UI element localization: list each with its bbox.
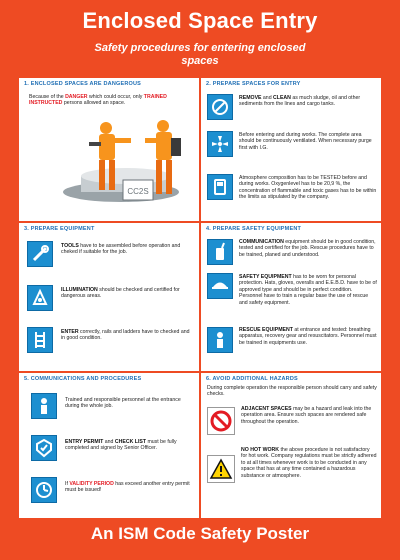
gas-test-icon [207, 174, 233, 200]
panel-heading: 4. PREPARE SAFETY EQUIPMENT [206, 226, 302, 232]
panel-text [61, 243, 193, 256]
panel-heading: 3. PREPARE EQUIPMENT [24, 226, 95, 232]
text-part: equipment should be in good condition, tested and certified for the job. Rescue procedures have to be trained, planed and understood. [239, 239, 376, 258]
radio-icon [207, 239, 233, 265]
validity-period-word: VALIDITY PERIOD [69, 481, 114, 487]
workers-illustration [61, 114, 191, 218]
text-part: has to be worn for personal protection. Hats, gloves, overalls and E.E.B.D. have to be of approved type and should be in perfect condition. Personnel have to train a regular base the use of rescue and safety equipment. [239, 274, 377, 306]
text-part: Because of the [29, 94, 66, 100]
no-entry-icon [207, 407, 235, 435]
panel-heading: 1. ENCLOSED SPACES ARE DANGEROUS [24, 81, 142, 87]
panel-enclosed-spaces-dangerous [19, 78, 199, 221]
protective-gear-icon [207, 273, 233, 299]
bold-word: ENTRY PERMIT [65, 439, 104, 445]
bold-word: TOOLS [61, 243, 79, 249]
person-icon [31, 393, 57, 419]
text-part: the above procedure is not satisfactory for hot work. Company regulations must be strictly adhered to at all times whenever work is to be conducted in any space that has at any time contained a hazardous substance or atmosphere. [241, 447, 377, 479]
panel-text [61, 287, 193, 300]
text-part: should be checked and certified for dangerous areas. [61, 287, 180, 300]
panel-communications-procedures [19, 373, 199, 518]
text-part: at entrance and tested: breathing apparatus, recovery gear and resuscitators. Personnel must be trained in equipments use. [239, 327, 377, 346]
bold-word: SAFETY EQUIPMENT [239, 274, 292, 280]
bold-word: ILLUMINATION [61, 287, 98, 293]
trained-word: TRAINED INSTRUCTED [29, 94, 167, 107]
panel-text [239, 95, 377, 108]
panel-text [61, 329, 193, 342]
panel-grid [19, 78, 381, 518]
bold-word: NO HOT WORK [241, 447, 280, 453]
panel-heading: 5. COMMUNICATIONS AND PROCEDURES [24, 376, 142, 382]
text-part: must be fully completed and signed by Senior Officer. [65, 439, 177, 452]
bold-word: ENTER [61, 329, 79, 335]
poster-subtitle: Safety procedures for entering enclosed spaces [94, 42, 306, 67]
text-part: has exceed another entry permit must be issued! [65, 481, 190, 494]
bold-word: COMMUNICATION [239, 239, 284, 245]
panel-text: Trained and responsible personnel at the entrance during the whole job. [65, 397, 181, 410]
panel-text: Before entering and during works. The complete area should be continuously ventilated. When necessary purge first with I.G. [239, 132, 372, 151]
panel-text [29, 94, 189, 107]
panel-text [65, 481, 193, 494]
clean-icon [207, 94, 233, 120]
warning-icon [207, 455, 235, 483]
illumination-icon [27, 285, 53, 311]
rescue-icon [207, 327, 233, 353]
text-part: and [103, 439, 115, 445]
text-part: If [65, 481, 70, 487]
panel-avoid-hazards [201, 373, 381, 518]
text-part: correctly, rails and ladders have to checked and in good condition. [61, 329, 190, 342]
panel-prepare-equipment [19, 223, 199, 371]
text-part: and [261, 95, 274, 101]
text-part: have to be assembled before operation and cheked if suitable for the job. [61, 243, 181, 256]
text-part: persons allowed an space. [62, 100, 126, 107]
panel-text [239, 274, 377, 306]
text-part: may be a hazard and leak into the operation area. Ensure such spaces are rendered safe throughout the operation. [241, 406, 372, 425]
bold-word: ADJACENT SPACES [241, 406, 292, 412]
tools-icon [27, 241, 53, 267]
bold-word: CHECK LIST [114, 439, 147, 445]
panel-text [65, 439, 193, 452]
ventilation-icon [207, 131, 233, 157]
panel-text [239, 327, 377, 346]
poster-footer: An ISM Code Safety Poster [90, 524, 310, 543]
poster-title: Enclosed Space Entry [82, 8, 318, 33]
panel-text [241, 447, 377, 479]
panel-heading: 2. PREPARE SPACES FOR ENTRY [206, 81, 301, 87]
panel-text [239, 239, 377, 258]
panel-prepare-safety-equipment [201, 223, 381, 371]
bold-word: RESCUE EQUIPMENT [239, 327, 293, 333]
permit-icon [31, 435, 57, 461]
ladder-icon [27, 327, 53, 353]
panel-text [241, 406, 377, 425]
clock-icon [31, 477, 57, 503]
panel-intro: During complete operation the responsible person should carry and safety checks. [207, 385, 377, 398]
danger-word: DANGER [65, 94, 88, 100]
panel-prepare-spaces [201, 78, 381, 221]
bold-word: CLEAN [273, 95, 291, 101]
bold-word: REMOVE [239, 95, 262, 101]
sign-text: CC2S [127, 187, 149, 196]
panel-heading: 6. AVOID ADDITIONAL HAZARDS [206, 376, 298, 382]
panel-text: Atmosphere composition has to be TESTED before and during works. Oxygenlevel has to be 20,9 %, the concentration of flammable and toxic gases has to be within the limits as stipulated by the company. [239, 175, 377, 201]
text-part: as much sludge, oil and other sediments from the lines and cargo tanks. [239, 95, 361, 108]
text-part: which could occur, only [87, 94, 144, 100]
